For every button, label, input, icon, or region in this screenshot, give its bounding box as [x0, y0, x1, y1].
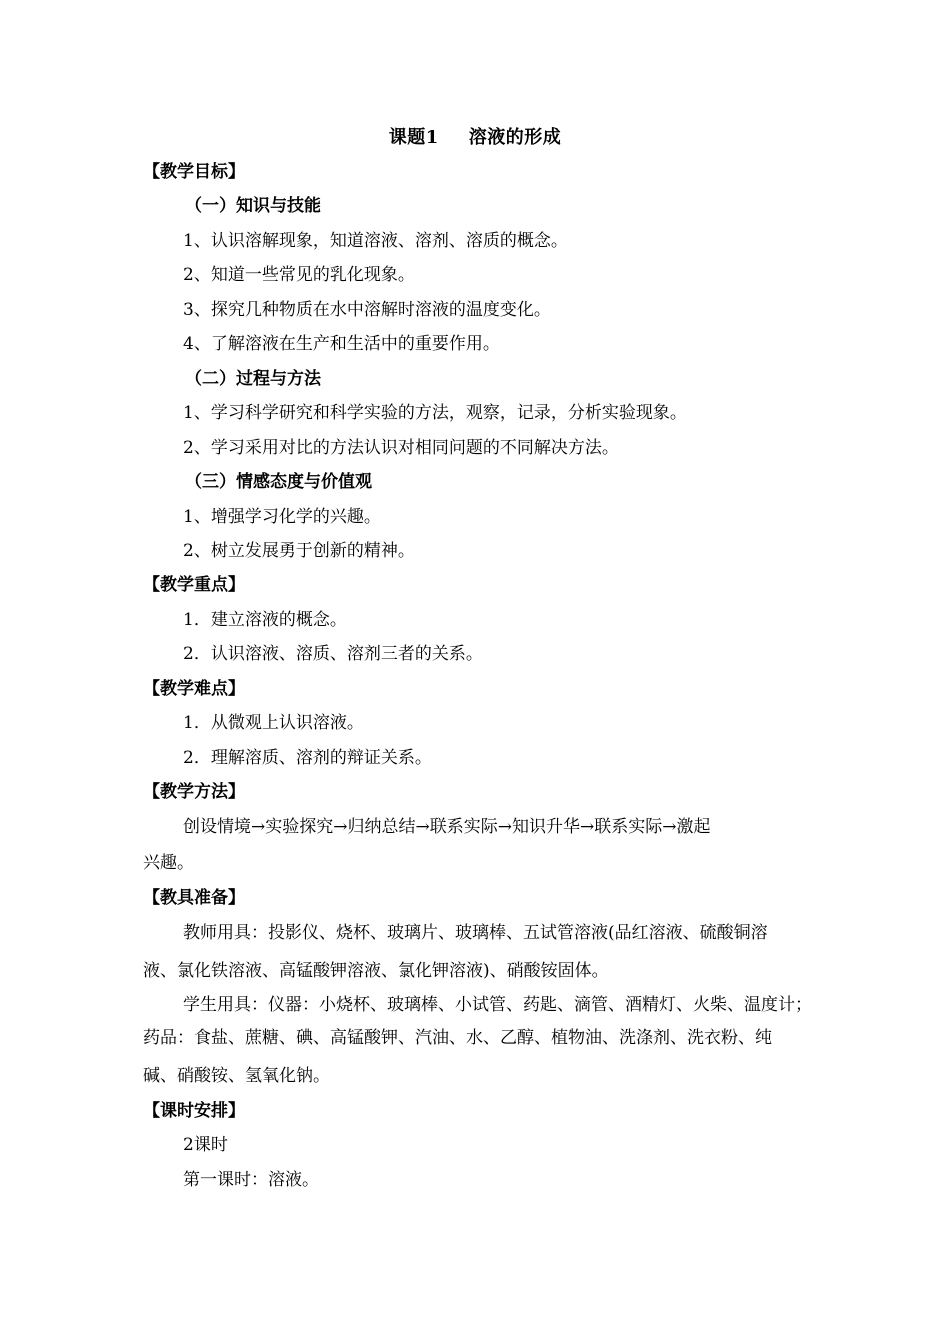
teacher-equipment-line-1: 教师用具：投影仪、烧杯、玻璃片、玻璃棒、五试管溶液(品红溶液、硫酸铜溶: [183, 923, 768, 943]
knowledge-item-1: 1、认识溶解现象，知道溶液、溶剂、溶质的概念。: [183, 231, 568, 251]
student-equipment-line-1: 学生用具：仪器：小烧杯、玻璃棒、小试管、药匙、滴管、酒精灯、火柴、温度计；: [183, 995, 812, 1015]
attitude-item-1: 1、增强学习化学的兴趣。: [183, 507, 381, 527]
schedule-first-lesson: 第一课时：溶液。: [183, 1170, 319, 1190]
equipment-heading: 【教具准备】: [143, 888, 245, 908]
schedule-hours: 2课时: [183, 1135, 228, 1155]
key-point-2: 2．认识溶液、溶质、溶剂三者的关系。: [183, 644, 483, 664]
difficulties-heading: 【教学难点】: [143, 679, 245, 699]
page-title: [0, 124, 950, 152]
methods-heading: 【教学方法】: [143, 782, 245, 802]
difficulty-1: 1．从微观上认识溶液。: [183, 713, 364, 733]
student-equipment-line-3: 碱、硝酸铵、氢氧化钠。: [143, 1066, 330, 1086]
attitude-heading: （三）情感态度与价值观: [185, 472, 372, 492]
process-item-2: 2、学习采用对比的方法认识对相同问题的不同解决方法。: [183, 438, 619, 458]
knowledge-item-2: 2、知道一些常见的乳化现象。: [183, 265, 415, 285]
methods-line-2: 兴趣。: [143, 853, 194, 873]
title-lesson-number: 课题1: [388, 127, 439, 148]
knowledge-item-4: 4、了解溶液在生产和生活中的重要作用。: [183, 334, 500, 354]
key-point-1: 1．建立溶液的概念。: [183, 610, 347, 630]
process-heading: （二）过程与方法: [185, 369, 321, 389]
teacher-equipment-line-2: 液、氯化铁溶液、高锰酸钾溶液、氯化钾溶液)、硝酸铵固体。: [143, 961, 609, 981]
knowledge-item-3: 3、探究几种物质在水中溶解时溶液的温度变化。: [183, 300, 551, 320]
attitude-item-2: 2、树立发展勇于创新的精神。: [183, 541, 415, 561]
schedule-heading: 【课时安排】: [143, 1101, 245, 1121]
knowledge-heading: （一）知识与技能: [185, 196, 321, 216]
objectives-heading: 【教学目标】: [143, 162, 245, 182]
key-points-heading: 【教学重点】: [143, 575, 245, 595]
difficulty-2: 2．理解溶质、溶剂的辩证关系。: [183, 748, 432, 768]
methods-line-1: 创设情境→实验探究→归纳总结→联系实际→知识升华→联系实际→激起: [183, 817, 711, 837]
title-lesson-name: 溶液的形成: [468, 127, 562, 148]
process-item-1: 1、学习科学研究和科学实验的方法，观察，记录，分析实验现象。: [183, 403, 687, 423]
student-equipment-line-2: 药品：食盐、蔗糖、碘、高锰酸钾、汽油、水、乙醇、植物油、洗涤剂、洗衣粉、纯: [143, 1028, 772, 1048]
